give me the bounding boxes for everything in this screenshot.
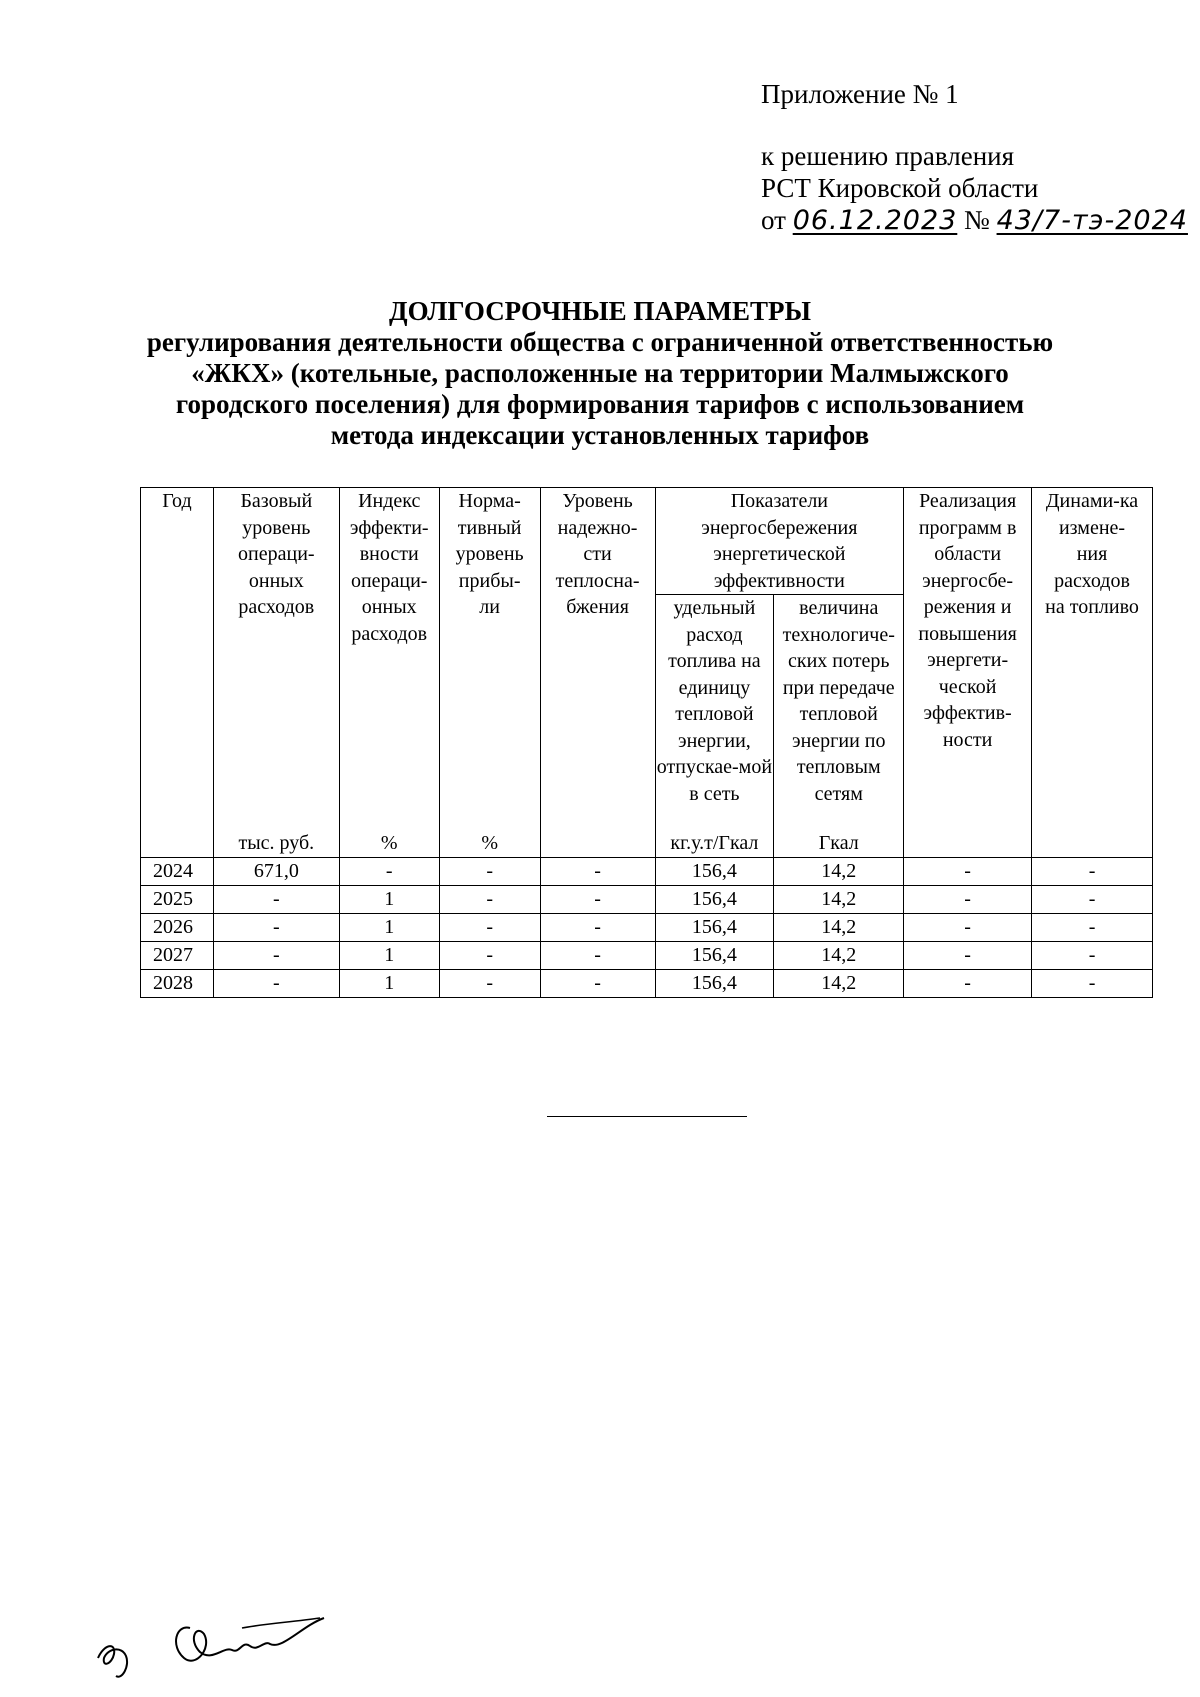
number-prefix: № [964,205,990,235]
table-row [141,969,1153,997]
header-base: Базовый уровень операци-онных расходов [213,488,339,831]
cell-year: 2027 [141,941,214,969]
appendix-decision: к решению правления [761,141,1015,171]
cell-index: - [339,857,439,885]
cell-base: - [213,969,339,997]
appendix-authority: РСТ Кировской области [761,173,1039,203]
heading-main: ДОЛГОСРОЧНЫЕ ПАРАМЕТРЫ [389,296,811,326]
table-row [141,913,1153,941]
cell-reliability: - [540,885,655,913]
cell-programs: - [904,885,1032,913]
date-prefix: от [761,205,786,235]
cell-norm: - [439,941,540,969]
cell-base: 671,0 [213,857,339,885]
header-row-1 [141,488,1153,595]
table-row [141,941,1153,969]
decision-date: 06.12.2023 [792,205,958,236]
heading-line-3: городского поселения) для формирования тарифов с использованием [175,389,1025,419]
header-year: Год [141,488,214,858]
cell-programs: - [904,941,1032,969]
unit-losses: Гкал [774,830,904,857]
cell-dynamics: - [1032,941,1153,969]
header-reliability: Уровень надежно-сти теплосна-бжения [540,488,655,858]
cell-reliability: - [540,941,655,969]
cell-programs: - [904,857,1032,885]
cell-losses: 14,2 [774,969,904,997]
cell-year: 2024 [141,857,214,885]
header-programs: Реализация программ в области энергосбе-режения и повышения энергети-ческой эффектив-ности [904,488,1032,858]
cell-base: - [213,913,339,941]
cell-reliability: - [540,913,655,941]
unit-norm: % [439,830,540,857]
cell-reliability: - [540,857,655,885]
unit-index: % [339,830,439,857]
document-heading [0,296,1200,451]
cell-fuel: 156,4 [655,969,774,997]
cell-fuel: 156,4 [655,885,774,913]
cell-norm: - [439,913,540,941]
header-losses: величина технологиче-ских потерь при передаче тепловой энергии по тепловым сетям [774,595,904,831]
cell-dynamics: - [1032,857,1153,885]
cell-year: 2026 [141,913,214,941]
cell-base: - [213,885,339,913]
separator-line [547,1116,747,1117]
table-row [141,885,1153,913]
heading-line-4: метода индексации установленных тарифов [330,420,870,450]
handwritten-signature [92,1588,362,1683]
header-norm: Норма-тивный уровень прибы-ли [439,488,540,831]
header-fuel: удельный расход топлива на единицу тепловой энергии, отпускае-мой в сеть [655,595,774,831]
table-row [141,857,1153,885]
cell-programs: - [904,913,1032,941]
cell-norm: - [439,885,540,913]
appendix-title: Приложение № 1 [761,79,959,109]
cell-index: 1 [339,885,439,913]
cell-losses: 14,2 [774,885,904,913]
cell-fuel: 156,4 [655,913,774,941]
unit-fuel: кг.у.т/Гкал [655,830,774,857]
header-index: Индекс эффекти-вности операци-онных расходов [339,488,439,831]
cell-dynamics: - [1032,913,1153,941]
appendix-date-line [761,204,1188,237]
cell-year: 2028 [141,969,214,997]
cell-norm: - [439,969,540,997]
cell-index: 1 [339,941,439,969]
heading-line-1: регулирования деятельности общества с ограниченной ответственностью [146,327,1054,357]
cell-losses: 14,2 [774,913,904,941]
cell-index: 1 [339,969,439,997]
cell-fuel: 156,4 [655,941,774,969]
decision-number: 43/7-тэ-2024 [996,205,1188,236]
cell-programs: - [904,969,1032,997]
cell-dynamics: - [1032,969,1153,997]
header-dynamics: Динами-ка измене-ния расходов на топливо [1032,488,1153,858]
cell-base: - [213,941,339,969]
cell-losses: 14,2 [774,941,904,969]
parameters-table [140,487,1153,998]
cell-losses: 14,2 [774,857,904,885]
appendix-block [761,78,1188,237]
cell-dynamics: - [1032,885,1153,913]
cell-fuel: 156,4 [655,857,774,885]
cell-norm: - [439,857,540,885]
cell-index: 1 [339,913,439,941]
unit-base: тыс. руб. [213,830,339,857]
header-energy-group: Показатели энергосбережения энергетической эффективности [655,488,904,595]
heading-line-2: «ЖКХ» (котельные, расположенные на территории Малмыжского [191,358,1009,388]
cell-reliability: - [540,969,655,997]
cell-year: 2025 [141,885,214,913]
